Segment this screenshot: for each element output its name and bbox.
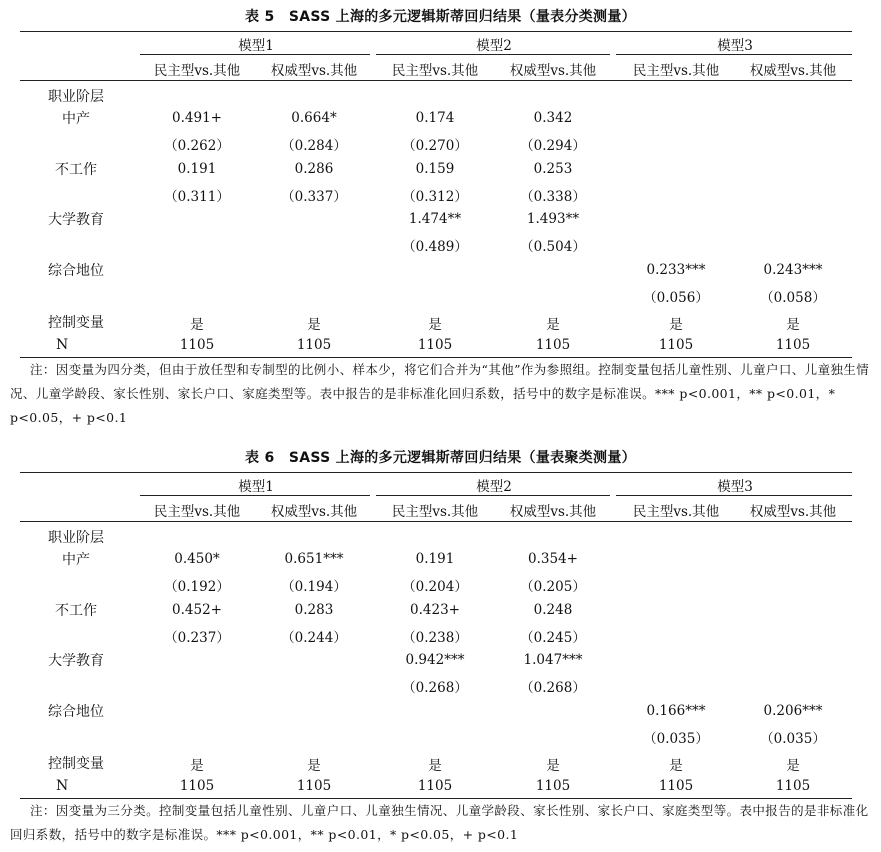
control-value: 是: [190, 317, 204, 333]
se-value: （0.270）: [402, 138, 468, 154]
control-value: 是: [669, 317, 683, 333]
coef-value: 0.174: [415, 110, 455, 126]
se-value: （0.294）: [520, 138, 586, 154]
row-label: 综合地位: [48, 263, 104, 279]
model-underline: [140, 54, 370, 55]
control-value: 是: [307, 758, 321, 774]
coef-value: 0.253: [533, 161, 573, 177]
n-value: 1105: [179, 337, 215, 353]
model-header: 模型1: [238, 38, 274, 54]
coef-value: 1.493**: [526, 211, 580, 227]
row-label: 中产: [62, 111, 90, 127]
model-underline: [616, 495, 852, 496]
se-value: （0.262）: [164, 138, 230, 154]
se-value: （0.338）: [520, 189, 586, 205]
sub-header: 权威型vs.其他: [509, 63, 597, 79]
control-value: 是: [190, 758, 204, 774]
n-value: 1105: [775, 337, 811, 353]
table-title: 表 6 SASS 上海的多元逻辑斯蒂回归结果（量表聚类测量）: [245, 450, 636, 466]
header-rule: [20, 80, 852, 81]
se-value: （0.312）: [402, 189, 468, 205]
row-label: 不工作: [55, 162, 97, 178]
coef-value: 0.159: [415, 161, 455, 177]
coef-value: 0.191: [177, 161, 217, 177]
n-value: 1105: [775, 778, 811, 794]
coef-value: 0.248: [533, 602, 573, 618]
top-rule: [20, 472, 852, 473]
n-value: 1105: [535, 778, 571, 794]
model-underline: [376, 495, 610, 496]
table-title: 表 5 SASS 上海的多元逻辑斯蒂回归结果（量表分类测量）: [245, 9, 636, 25]
coef-value: 0.283: [294, 602, 334, 618]
se-value: （0.238）: [402, 630, 468, 646]
model-underline: [616, 54, 852, 55]
se-value: （0.244）: [281, 630, 347, 646]
control-value: 是: [428, 317, 442, 333]
n-value: 1105: [658, 337, 694, 353]
se-value: （0.489）: [402, 239, 468, 255]
se-value: （0.268）: [520, 680, 586, 696]
sub-header: 民主型vs.其他: [391, 504, 479, 520]
sub-header: 权威型vs.其他: [509, 504, 597, 520]
model-header: 模型2: [476, 38, 512, 54]
row-label: 综合地位: [48, 704, 104, 720]
table-note: 注：因变量为三分类。控制变量包括儿童性别、儿童户口、儿童独生情况、儿童学龄段、家长性别、家长户口、家庭类型等。表中报告的是非标准化回归系数，括号中的数字是标准误。*** p<0.001，** p<0.01，* p<0.05，+ p<0.1: [10, 803, 869, 842]
coef-value: 0.206***: [763, 703, 823, 719]
sub-header: 民主型vs.其他: [153, 504, 241, 520]
se-value: （0.058）: [760, 290, 826, 306]
coef-value: 0.664*: [291, 110, 337, 126]
control-value: 是: [307, 317, 321, 333]
n-value: 1105: [535, 337, 571, 353]
model-header: 模型3: [717, 479, 753, 495]
se-value: （0.504）: [520, 239, 586, 255]
n-value: 1105: [179, 778, 215, 794]
row-label: 大学教育: [48, 212, 104, 228]
model-header: 模型3: [717, 38, 753, 54]
se-value: （0.192）: [164, 579, 230, 595]
model-header: 模型1: [238, 479, 274, 495]
n-value: 1105: [296, 778, 332, 794]
coef-value: 0.452+: [172, 602, 222, 618]
sub-header: 民主型vs.其他: [632, 504, 720, 520]
coef-value: 0.243***: [763, 262, 823, 278]
control-value: 是: [546, 317, 560, 333]
n-value: 1105: [658, 778, 694, 794]
sub-header: 民主型vs.其他: [391, 63, 479, 79]
se-value: （0.035）: [643, 731, 709, 747]
top-rule: [20, 31, 852, 32]
coef-value: 1.047***: [523, 652, 583, 668]
se-value: （0.035）: [760, 731, 826, 747]
se-value: （0.056）: [643, 290, 709, 306]
se-value: （0.268）: [402, 680, 468, 696]
model-underline: [140, 495, 370, 496]
coef-value: 0.286: [294, 161, 334, 177]
sub-header: 权威型vs.其他: [749, 504, 837, 520]
control-value: 是: [786, 758, 800, 774]
coef-value: 0.942***: [405, 652, 465, 668]
model-header: 模型2: [476, 479, 512, 495]
row-label: 大学教育: [48, 653, 104, 669]
coef-value: 0.491+: [172, 110, 222, 126]
coef-value: 1.474**: [408, 211, 462, 227]
coef-value: 0.423+: [410, 602, 460, 618]
control-value: 是: [786, 317, 800, 333]
n-label: N: [56, 337, 69, 353]
coef-value: 0.191: [415, 551, 455, 567]
sub-header: 权威型vs.其他: [270, 63, 358, 79]
se-value: （0.204）: [402, 579, 468, 595]
table-note: 注：因变量为四分类，但由于放任型和专制型的比例小、样本少，将它们合并为“其他”作为参照组。控制变量包括儿童性别、儿童户口、儿童独生情况、儿童学龄段、家长性别、家长户口、家庭类型等。表中报告的是非标准化回归系数，括号中的数字是标准误。*** p<0.001，** p<0.01，* p<0.05，+ p<0.1: [10, 362, 870, 425]
coef-value: 0.450*: [174, 551, 220, 567]
coef-value: 0.342: [533, 110, 573, 126]
coef-value: 0.651***: [284, 551, 344, 567]
se-value: （0.284）: [281, 138, 347, 154]
control-label: 控制变量: [48, 756, 104, 772]
n-value: 1105: [417, 337, 453, 353]
sub-header: 权威型vs.其他: [270, 504, 358, 520]
n-label: N: [56, 778, 69, 794]
se-value: （0.194）: [281, 579, 347, 595]
row-label: 不工作: [55, 603, 97, 619]
coef-value: 0.166***: [646, 703, 706, 719]
coef-value: 0.233***: [646, 262, 706, 278]
se-value: （0.311）: [164, 189, 230, 205]
sub-header: 民主型vs.其他: [153, 63, 241, 79]
control-value: 是: [669, 758, 683, 774]
coef-value: 0.354+: [528, 551, 578, 567]
se-value: （0.337）: [281, 189, 347, 205]
sub-header: 民主型vs.其他: [632, 63, 720, 79]
se-value: （0.205）: [520, 579, 586, 595]
header-rule: [20, 521, 852, 522]
section-label: 职业阶层: [48, 530, 104, 546]
control-value: 是: [546, 758, 560, 774]
se-value: （0.237）: [164, 630, 230, 646]
model-underline: [376, 54, 610, 55]
control-label: 控制变量: [48, 315, 104, 331]
n-value: 1105: [417, 778, 453, 794]
control-value: 是: [428, 758, 442, 774]
se-value: （0.245）: [520, 630, 586, 646]
row-label: 中产: [62, 552, 90, 568]
section-label: 职业阶层: [48, 89, 104, 105]
sub-header: 权威型vs.其他: [749, 63, 837, 79]
n-value: 1105: [296, 337, 332, 353]
